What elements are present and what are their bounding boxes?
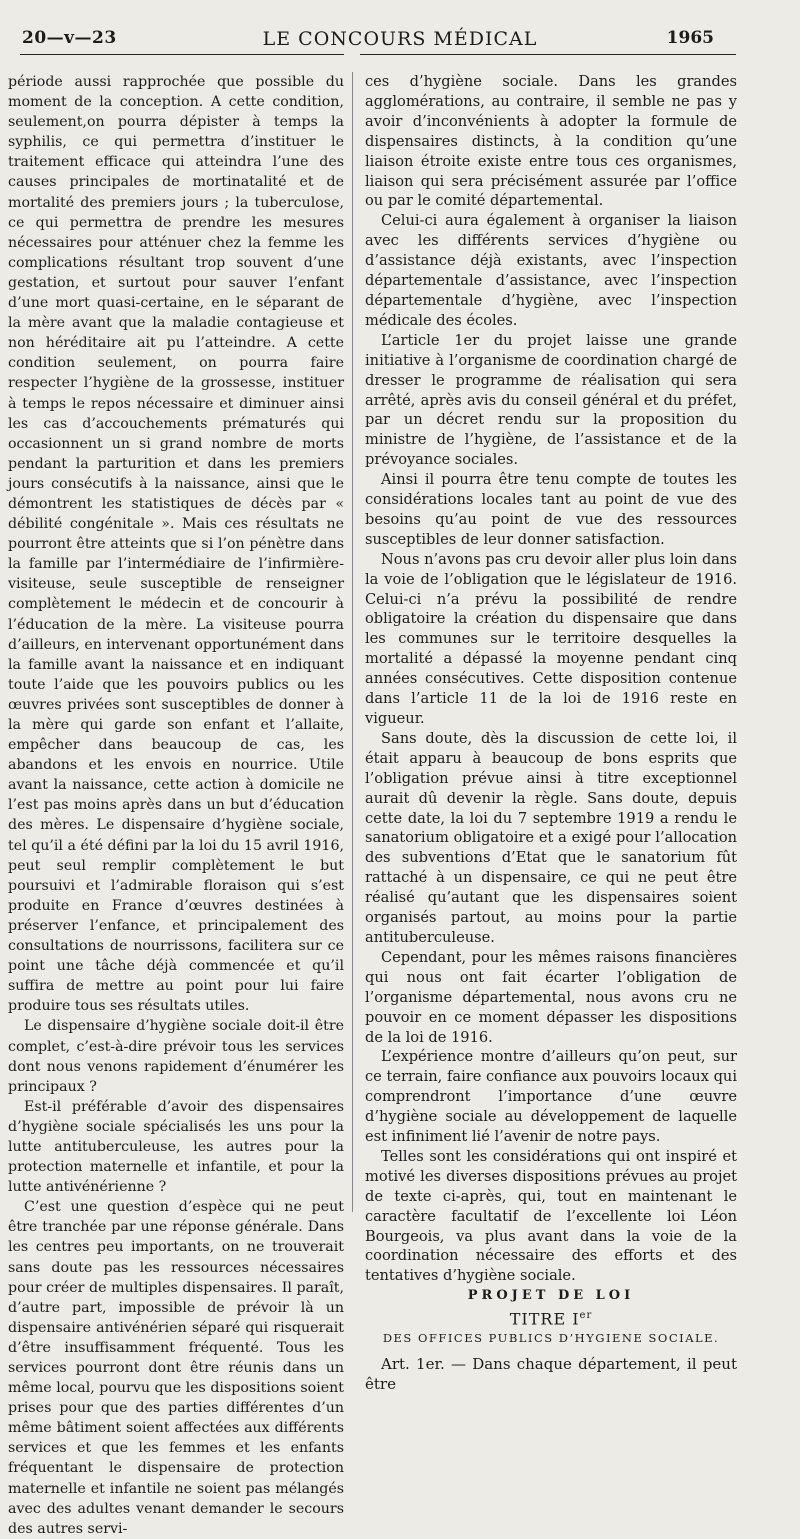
page-number: 1965 [666,28,714,48]
page-header [0,0,800,60]
titre-sup: er [579,1310,593,1322]
journal-title: LE CONCOURS MÉDICAL [262,28,538,50]
article-text: Art. 1er. — Dans chaque département, il peut être [365,1355,737,1394]
section-subtitle: DES OFFICES PUBLICS D’HYGIENE SOCIALE. [382,1331,720,1346]
right-column [365,72,737,1395]
paragraph: période aussi rapprochée que possible du moment de la conception. A cette condition, seulement,on pourra dépister à temps la syphilis, ce qui permettra d’instituer le traitement efficace qui atteindra l’une des causes principales de mortinatalité et de mortalité des premiers jours ; la tuberculose, ce qui permettra de prendre les mesures nécessaires pour atténuer chez la femme les complications résultant trop souvent d’une gestation, et surtout pour sauver l’enfant d’une mort quasi-certaine, en le séparant de la mère avant que la maladie contagieuse et non héréditaire ait pu l’atteindre. A cette condition seulement, on pourra faire respecter l’hygiène de la grossesse, instituer à temps le repos nécessaire et diminuer ainsi les cas d’accouchements prématurés qui occasionnent un si grand nombre de morts pendant la parturition et dans les premiers jours consécutifs à la naissance, ainsi que le démontrent les statistiques de décès par « débilité congénitale ». Mais ces résultats ne pourront être atteints que si l’on pénètre dans la famille par l’intermédiaire de l’infirmière-visiteuse, seule susceptible de renseigner complètement le médecin et de concourir à l’éducation de la mère. La visiteuse pourra d’ailleurs, en intervenant opportunément dans la famille avant la naissance et en indiquant toute l’aide que les pouvoirs publics ou les œuvres privées sont susceptibles de donner à la mère qui garde son enfant et l’allaite, empêcher dans beaucoup de cas, les abandons et les envois en nourrice. Utile avant la naissance, cette action à domicile ne l’est pas moins après dans un but d’éducation des mères. Le dispensaire d’hygiène sociale, tel qu’il a été défini par la loi du 15 avril 1916, peut seul remplir complètement le but poursuivi et l’admirable floraison qui s’est produite en France d’œuvres destinées à préserver l’enfance, et principalement des consultations de nourrissons, facilitera sur ce point une tâche déjà commencée et qu’il suffira de mettre au point pour lui faire produire tous ses résultats utiles. [8,74,344,1015]
paragraph: L’article 1er du projet laisse une grande initiative à l’organisme de coordination chargé de dresser le programme de réalisation qui sera arrêté, après avis du conseil général et du préfet, par un décret rendu sur la proposition du ministre de l’hygiène, de l’assistance et de la prévoyance sociales. [365,331,737,469]
header-rule-right [360,54,736,55]
paragraph: Cependant, pour les mêmes raisons financières qui nous ont fait écarter l’obligation de l’organisme départemental, nous avons cru ne pouvoir en ce moment dépasser les dispositions de la loi de 1916. [365,948,737,1046]
paragraph: Ainsi il pourra être tenu compte de toutes les considérations locales tant au point de vue des besoins qu’au point de vue des ressources susceptibles de leur donner satisfaction. [365,471,737,548]
paragraph: Celui-ci aura également à organiser la liaison avec les différents services d’hygiène ou d’assistance déjà existants, avec l’inspection départementale d’assistance, avec l’inspection départementale d’hygiène, avec l’inspection médicale des écoles. [365,212,737,329]
header-rule-left [20,54,344,55]
paragraph: Est-il préférable d’avoir des dispensaires d’hygiène sociale spécialisés les uns pour la lutte antituberculeuse, les autres pour la protection maternelle et infantile, et pour la lutte antivénérienne ? [8,1098,344,1196]
paragraph: L’expérience montre d’ailleurs qu’on peut, sur ce terrain, faire confiance aux pouvoirs locaux qui comprendront l’importance d’une œuvre d’hygiène sociale au développement de laquelle est infiniment lié l’avenir de notre pays. [365,1048,737,1146]
titre-heading [365,1306,737,1329]
issue-reference: 20—v—23 [22,28,117,48]
paragraph: ces d’hygiène sociale. Dans les grandes agglomérations, au contraire, il semble ne pas y avoir d’inconvénients à adopter la formule de dispensaires distincts, à la condition qu’une liaison étroite existe entre tous ces organismes, liaison qui sera précisément assurée par l’office ou par le comité départemental. [365,73,737,210]
projet-heading: PROJET DE LOI [467,1288,635,1304]
column-divider [352,72,353,1212]
paragraph: Telles sont les considérations qui ont inspiré et motivé les diverses dispositions prévues au projet de texte ci-après, qui, tout en maintenant le caractère facultatif de l’excellente loi Léon Bourgeois, va plus avant dans la voie de la coordination nécessaire des efforts et des tentatives d’hygiène sociale. [365,1147,737,1285]
paragraph: Nous n’avons pas cru devoir aller plus loin dans la voie de l’obligation que le législateur de 1916. Celui-ci n’a prévu la possibilité de rendre obligatoire la création du dispensaire que dans les communes sur le territoire desquelles la mortalité a dépassé la moyenne pendant cinq années consécutives. Cette disposition contenue dans l’article 11 de la loi de 1916 reste en vigueur. [365,550,737,727]
paragraph: Sans doute, dès la discussion de cette loi, il était apparu à beaucoup de bons esprits que l’obligation prévue ainsi à titre exceptionnel aurait dû devenir la règle. Sans doute, depuis cette date, la loi du 7 septembre 1919 a rendu le sanatorium obligatoire et a exigé pour l’allocation des subventions d’Etat que le sanatorium fût rattaché à un dispensaire, ce qui ne peut être réalisé qu’autant que les dispensaires soient organisés partout, au moins pour la partie antituberculeuse. [365,729,737,946]
paragraph: C’est une question d’espèce qui ne peut être tranchée par une réponse générale. Dans les centres peu importants, on ne trouverait sans doute pas les ressources nécessaires pour créer de multiples dispensaires. Il paraît, d’autre part, impossible de prévoir là un dispensaire antivénérien séparé qui risquerait d’être insuffisamment fréquenté. Tous les services pourront dont être réunis dans un même local, pourvu que les dispositions soient prises pour que des parties différentes d’un même bâtiment soient affectées aux différents services et que les femmes et les enfants fréquentant le dispensaire de protection maternelle et infantile ne soient pas mélangés avec des adultes venant demander le secours des autres servi- [8,1199,344,1537]
paragraph: Le dispensaire d’hygiène sociale doit-il être complet, c’est-à-dire prévoir tous les services dont nous venons rapidement d’énumérer les principaux ? [8,1018,344,1095]
titre-text: TITRE I [509,1309,580,1329]
left-column [8,72,344,1539]
